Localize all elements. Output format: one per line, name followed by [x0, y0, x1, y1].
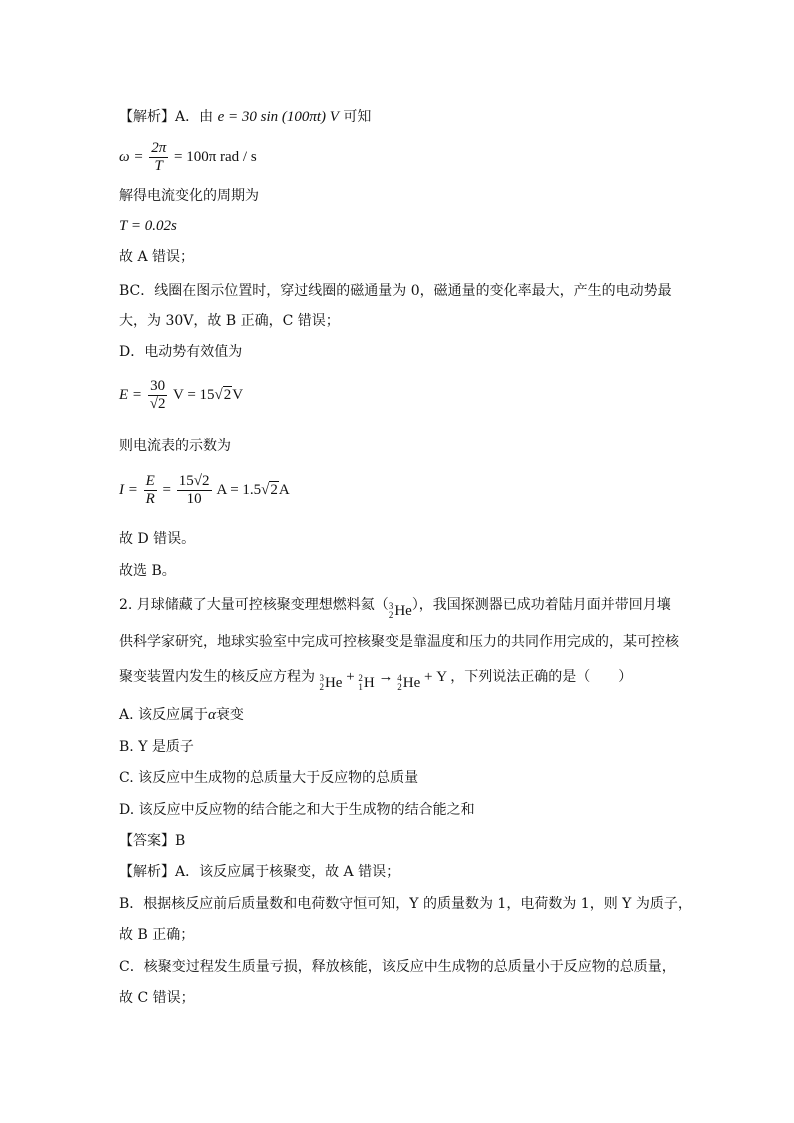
option-d: D. 该反应中反应物的结合能之和大于生成物的结合能之和: [119, 802, 475, 818]
analysis-tag: 【解析】: [119, 109, 175, 125]
bc-line-2: 大，为 30V，故 B 正确，C 错误；: [119, 313, 340, 329]
current-f1-num: E: [145, 473, 155, 490]
option-a-text: A. 该反应属于: [119, 707, 209, 723]
emf-rhs-radicand: 2: [223, 387, 232, 403]
analysis-line-1: [119, 108, 371, 126]
explanation-line-2: B．根据核反应前后质量数和电荷数守恒可知，Y 的质量数为 1，电荷数为 1，则 Y 为质子，: [119, 896, 692, 912]
current-unit: A: [278, 482, 290, 498]
he3-z: 2: [388, 610, 394, 620]
current-rhs-root: √2: [261, 482, 278, 498]
option-a-alpha: α: [208, 707, 216, 723]
nuclear-equation: [319, 669, 450, 692]
eq-plus-y: + Y: [424, 669, 447, 685]
option-c: C. 该反应中生成物的总质量大于反应物的总质量: [119, 770, 419, 786]
option-a-suffix: 衰变: [215, 707, 244, 723]
current-equation: [119, 470, 290, 510]
option-a: [119, 706, 244, 724]
emf-function: e = 30 sin (100πt) V: [217, 109, 339, 125]
question-2-line-2: 供科学家研究，地球实验室中完成可控核聚变是靠温度和压力的共同作用完成的，某可控核: [119, 634, 679, 650]
explanation-tag: 【解析】: [119, 864, 175, 880]
eq-h2-z: 1: [358, 682, 363, 692]
omega-fraction: [149, 140, 168, 175]
bc-line-1: BC．线圈在图示位置时，穿过线圈的磁通量为 0，磁通量的变化率最大，产生的电动势最: [119, 283, 672, 299]
eq-he4-z: 2: [397, 682, 402, 692]
eq-he3-mass: 3: [319, 673, 324, 683]
option-b: B. Y 是质子: [119, 739, 194, 755]
he3-isotope: [389, 602, 412, 620]
q2-text-b: ），我国探测器已成功着陆月面并带回月壤: [411, 597, 671, 613]
current-fraction-2: [177, 473, 212, 508]
explanation-line-5: 故 C 错误；: [119, 990, 195, 1006]
choose-b: 故选 B。: [119, 563, 176, 579]
omega-lhs: ω =: [119, 149, 144, 165]
a-wrong: 故 A 错误；: [119, 249, 195, 265]
emf-rhs-root: √2: [214, 387, 232, 403]
emf-lhs: E =: [119, 387, 143, 403]
period-value: T = 0.02s: [119, 218, 177, 234]
d-intro: D．电动势有效值为: [119, 344, 243, 360]
q2-text-a: 2. 月球储藏了大量可控核聚变理想燃料氦（: [119, 597, 389, 613]
omega-denominator: T: [154, 158, 163, 175]
eq-arrow: →: [378, 669, 394, 685]
omega-rhs: = 100π rad / s: [173, 149, 257, 165]
current-lhs: I =: [119, 482, 138, 498]
answer-line: [119, 832, 185, 850]
omega-numerator: 2π: [151, 140, 167, 157]
emf-rms-equation: [119, 376, 243, 414]
answer-tag: 【答案】: [119, 833, 175, 849]
he3-mass: 3: [388, 601, 394, 611]
analysis-text: A．由: [175, 109, 214, 125]
question-2-line-1: [119, 596, 671, 620]
current-rhs: A = 1.5: [216, 482, 262, 498]
d-wrong: 故 D 错误。: [119, 531, 196, 547]
q2-line3-a: 聚变装置内发生的核反应方程为: [119, 669, 315, 685]
eq-h2: H: [363, 675, 375, 691]
current-f2-radicand: 2: [202, 473, 210, 490]
eq-h2-mass: 2: [358, 673, 363, 683]
emf-den-radicand: 2: [158, 396, 166, 413]
explanation-line-1: [119, 863, 400, 881]
current-f2-den: 10: [186, 491, 202, 508]
current-eq: =: [162, 482, 172, 498]
current-f1-den: R: [145, 491, 155, 508]
current-fraction-1: [144, 473, 157, 508]
eq-he3: He: [324, 675, 343, 691]
ammeter-intro: 则电流表的示数为: [119, 438, 231, 454]
eq-plus: +: [346, 669, 355, 685]
eq-he3-z: 2: [319, 682, 324, 692]
emf-denominator: √2: [149, 396, 166, 413]
eq-he4: He: [402, 675, 421, 691]
emf-rhs: V = 15: [173, 387, 215, 403]
eq-he4-mass: 4: [397, 673, 402, 683]
omega-equation: [119, 140, 257, 175]
he3-symbol: He: [394, 603, 412, 619]
explanation-line-3: 故 B 正确；: [119, 927, 195, 943]
q2-line3-b: ，下列说法正确的是（ ）: [450, 669, 633, 685]
answer-value: B: [175, 833, 186, 849]
emf-unit: V: [232, 387, 244, 403]
current-f2-num: 15√2: [178, 473, 210, 490]
emf-fraction: [148, 378, 168, 413]
emf-numerator: 30: [150, 378, 166, 395]
explanation-a: A．该反应属于核聚变，故 A 错误；: [175, 864, 401, 880]
period-intro: 解得电流变化的周期为: [119, 188, 259, 204]
current-f2-coef: 15: [178, 473, 194, 490]
current-rhs-radicand: 2: [270, 482, 278, 498]
question-2-line-3: [119, 668, 632, 692]
analysis-suffix: 可知: [343, 109, 372, 125]
explanation-line-4: C．核聚变过程发生质量亏损，释放核能，该反应中生成物的总质量小于反应物的总质量，: [119, 959, 676, 975]
